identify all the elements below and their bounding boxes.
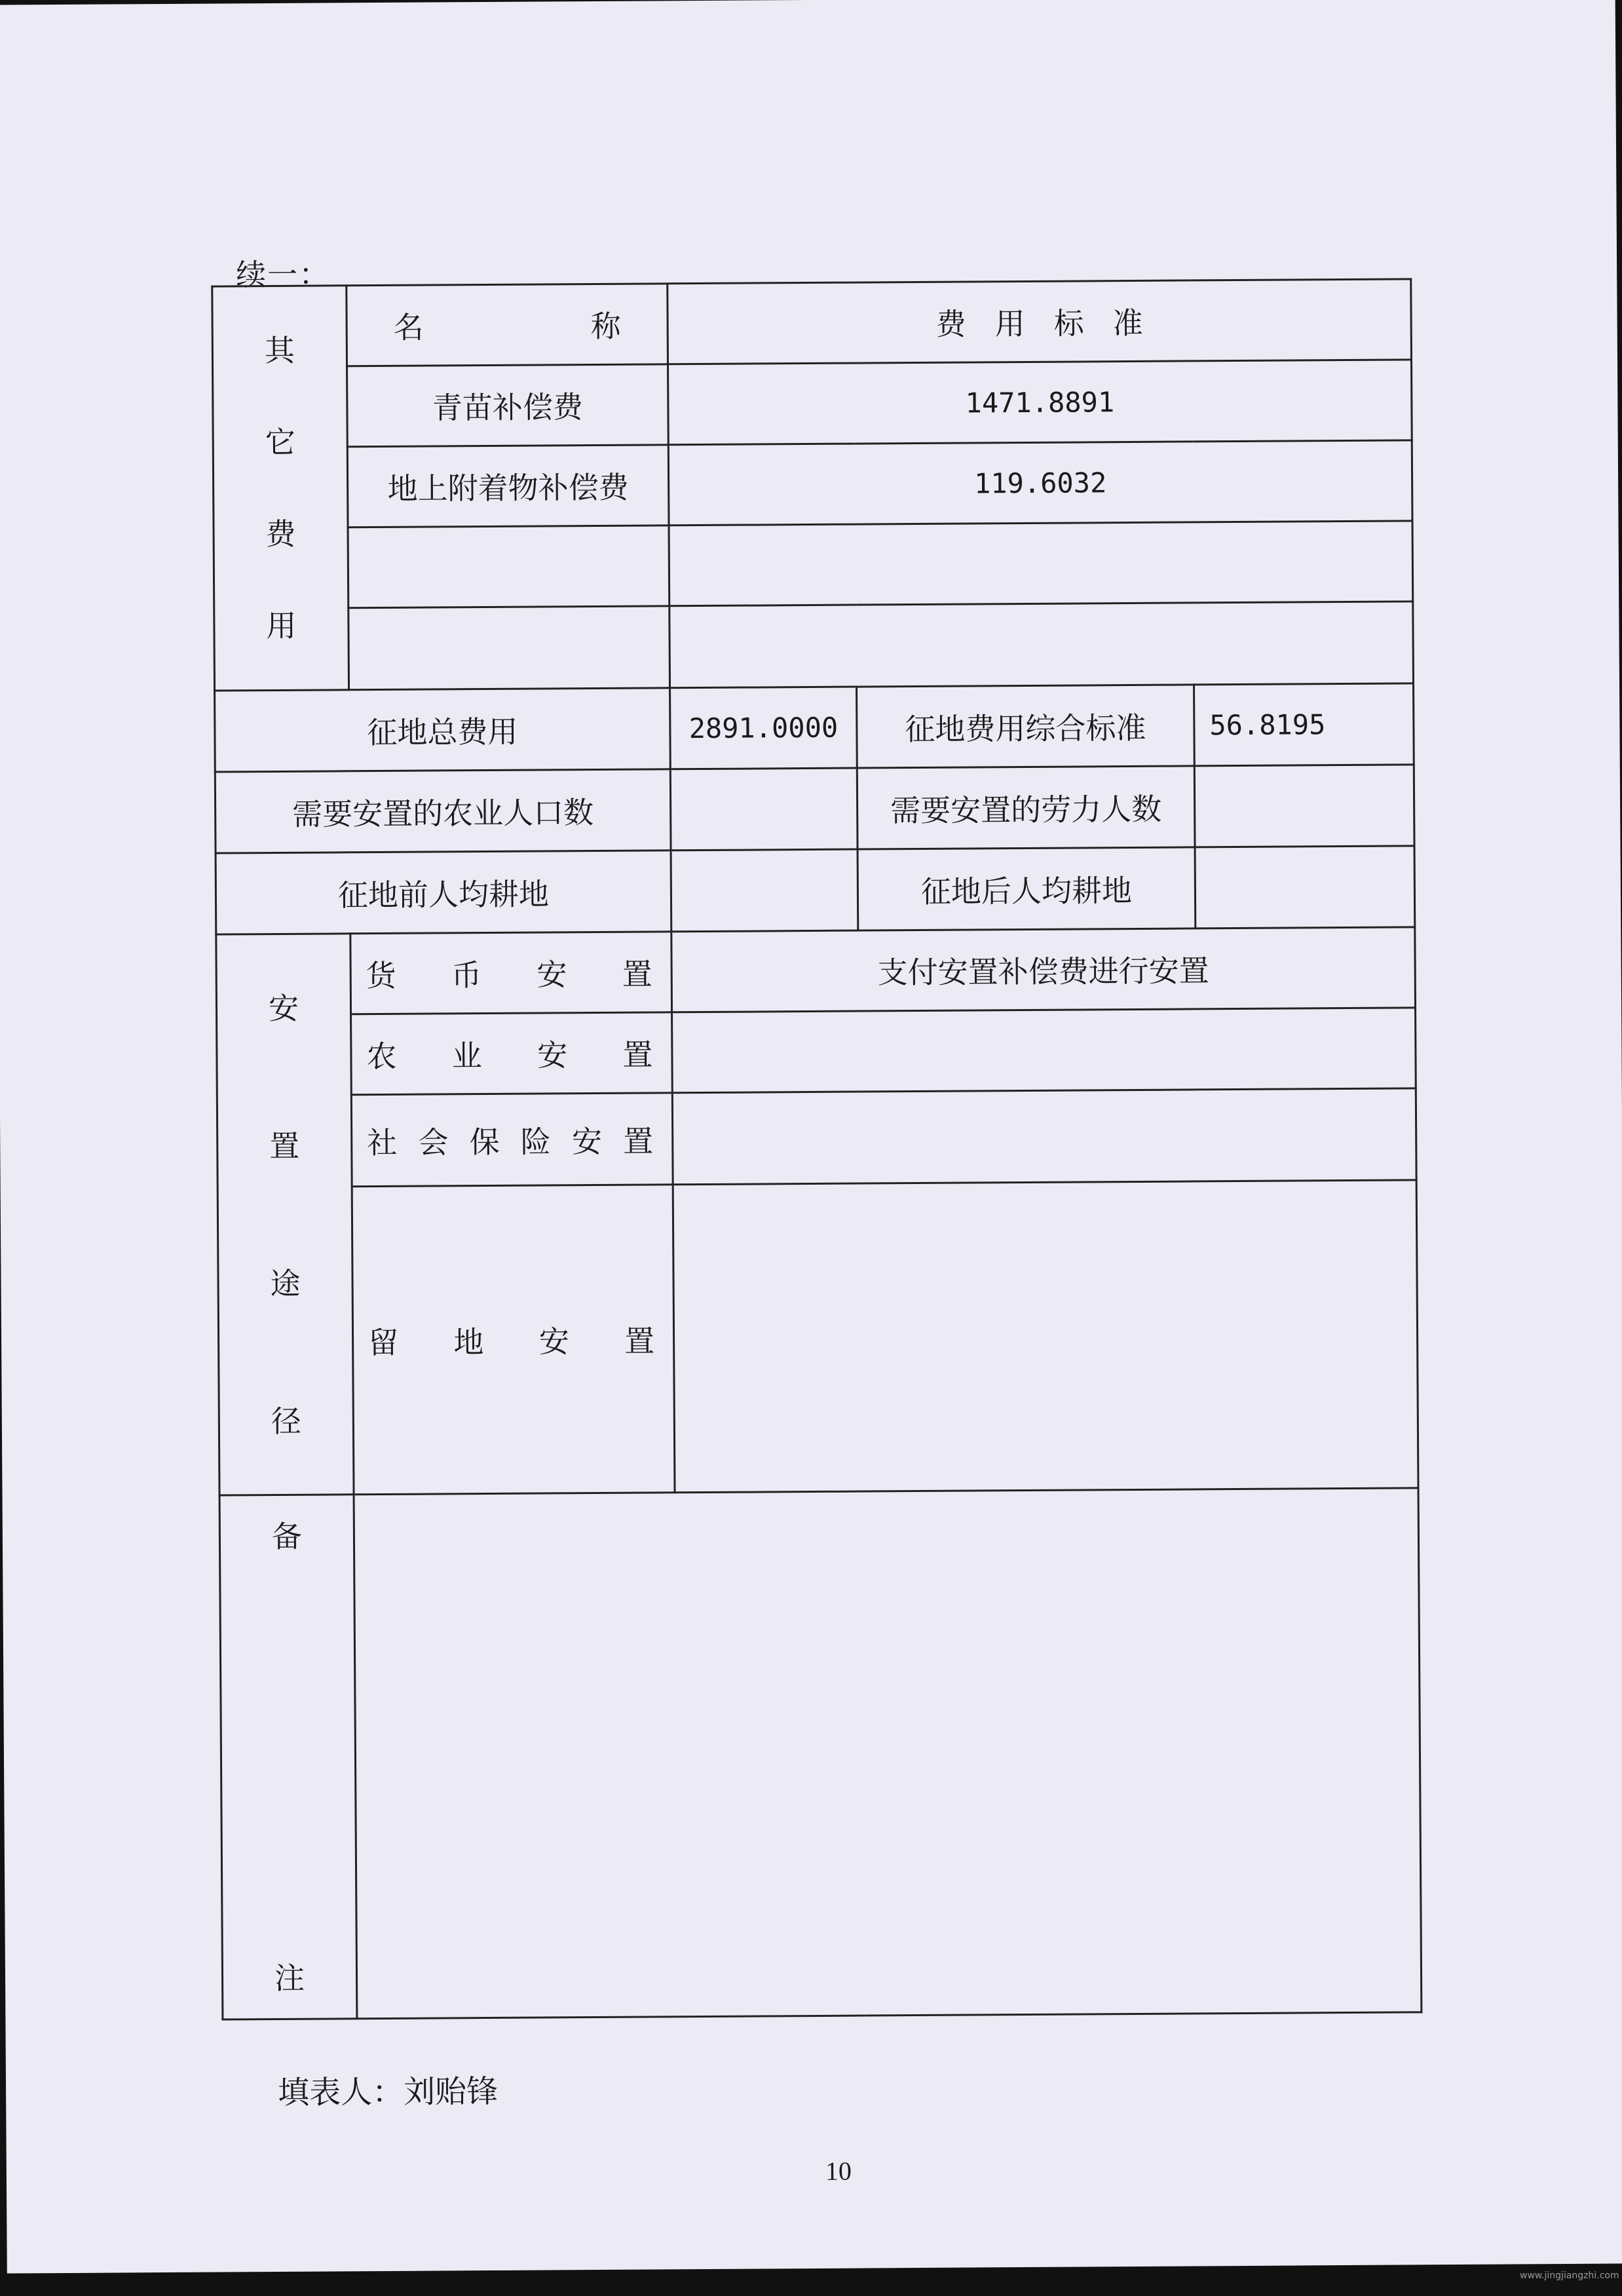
fee-value: 1471.8891 (668, 360, 1412, 445)
fee-name: 青苗补偿费 (347, 364, 669, 447)
column-header-name: 名 称 (347, 284, 668, 366)
table-row (215, 765, 1414, 853)
table-row (215, 683, 1414, 772)
standard-label: 征地费用综合标准 (857, 685, 1195, 768)
resettlement-value: 支付安置补偿费进行安置 (671, 927, 1416, 1012)
table-row (216, 846, 1415, 934)
remarks-content (354, 1488, 1422, 2019)
table-row (219, 1488, 1422, 2019)
farmland-after-label: 征地后人均耕地 (858, 847, 1196, 930)
labor-count-label: 需要安置的劳力人数 (857, 766, 1195, 849)
table-row (214, 521, 1413, 609)
table-row (217, 1088, 1416, 1187)
page-number: 10 (825, 2156, 852, 2186)
continuation-heading: 续一： (235, 256, 331, 293)
table-row (217, 1180, 1418, 1495)
fee-value (670, 602, 1414, 688)
farmland-after-value (1195, 846, 1415, 928)
labor-count-value (1194, 765, 1414, 847)
table-row (214, 602, 1414, 691)
standard-value: 56.8195 (1194, 683, 1414, 766)
watermark: www.jingjiangzhi.com (1520, 2270, 1619, 2281)
resettlement-type: 农 业 安 置 (351, 1012, 673, 1095)
fee-value: 119.6032 (668, 440, 1412, 526)
land-acquisition-form (211, 278, 1422, 2020)
fee-value (669, 521, 1413, 606)
total-cost-label: 征地总费用 (215, 688, 671, 772)
resettlement-type: 社 会 保 险 安 置 (351, 1093, 673, 1187)
fee-name (348, 526, 670, 608)
resettlement-type: 货 币 安 置 (350, 932, 672, 1014)
column-header-standard: 费 用 标 准 (668, 279, 1412, 364)
resettlement-value (672, 1008, 1416, 1093)
fee-name: 地上附着物补偿费 (347, 445, 669, 527)
remarks-label: 备 注 (219, 1495, 357, 2019)
agri-population-value (670, 768, 858, 851)
agri-population-label: 需要安置的农业人口数 (215, 769, 671, 853)
table-row (216, 927, 1416, 1015)
resettlement-label: 安 置 途 径 (216, 934, 354, 1495)
resettlement-type: 留 地 安 置 (352, 1185, 675, 1495)
resettlement-value (673, 1180, 1418, 1493)
fee-name (349, 606, 670, 690)
total-cost-value: 2891.0000 (670, 687, 858, 769)
table-row (213, 440, 1412, 528)
form-filler: 填表人：刘贻锋 (277, 2073, 499, 2111)
farmland-before-label: 征地前人均耕地 (216, 851, 671, 934)
resettlement-value (672, 1088, 1416, 1185)
table-row (213, 360, 1412, 448)
other-fees-label: 其 它 费 用 (212, 286, 349, 691)
table-row (217, 1008, 1416, 1096)
farmland-before-value (671, 849, 858, 932)
